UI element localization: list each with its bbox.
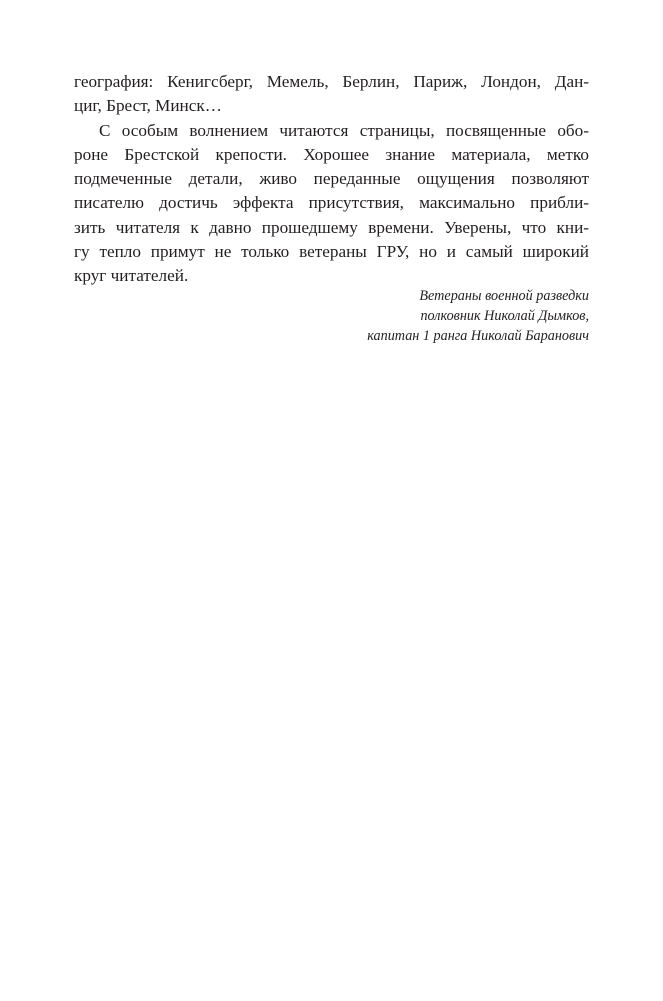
signature-line: полковник Николай Дымков, — [420, 308, 589, 324]
paragraph-geography — [74, 70, 589, 119]
text-line: гу тепло примут не только ветераны ГРУ, но и самый широкий — [74, 242, 589, 262]
signature-line: Ветераны военной разведки — [419, 288, 589, 304]
signature-line: капитан 1 ранга Николай Баранович — [367, 328, 589, 344]
text-line: зить читателя к давно прошедшему времени. Уверены, что кни- — [74, 217, 589, 237]
signature-block — [367, 286, 589, 346]
text-line: подмеченные детали, живо переданные ощущения позволяют — [74, 169, 589, 189]
text-line: роне Брестской крепости. Хорошее знание материала, метко — [74, 144, 589, 164]
text-line: циг, Брест, Минск… — [74, 96, 222, 116]
text-line: география: Кенигсберг, Мемель, Берлин, Париж, Лондон, Дан- — [74, 72, 589, 91]
paragraph-brest-fortress — [74, 119, 589, 289]
document-page — [74, 70, 589, 344]
text-line: С особым волнением читаются страницы, посвященные обо- — [99, 120, 589, 140]
text-line: круг читателей. — [74, 266, 189, 286]
text-line: писателю достичь эффекта присутствия, максимально прибли- — [74, 193, 589, 213]
